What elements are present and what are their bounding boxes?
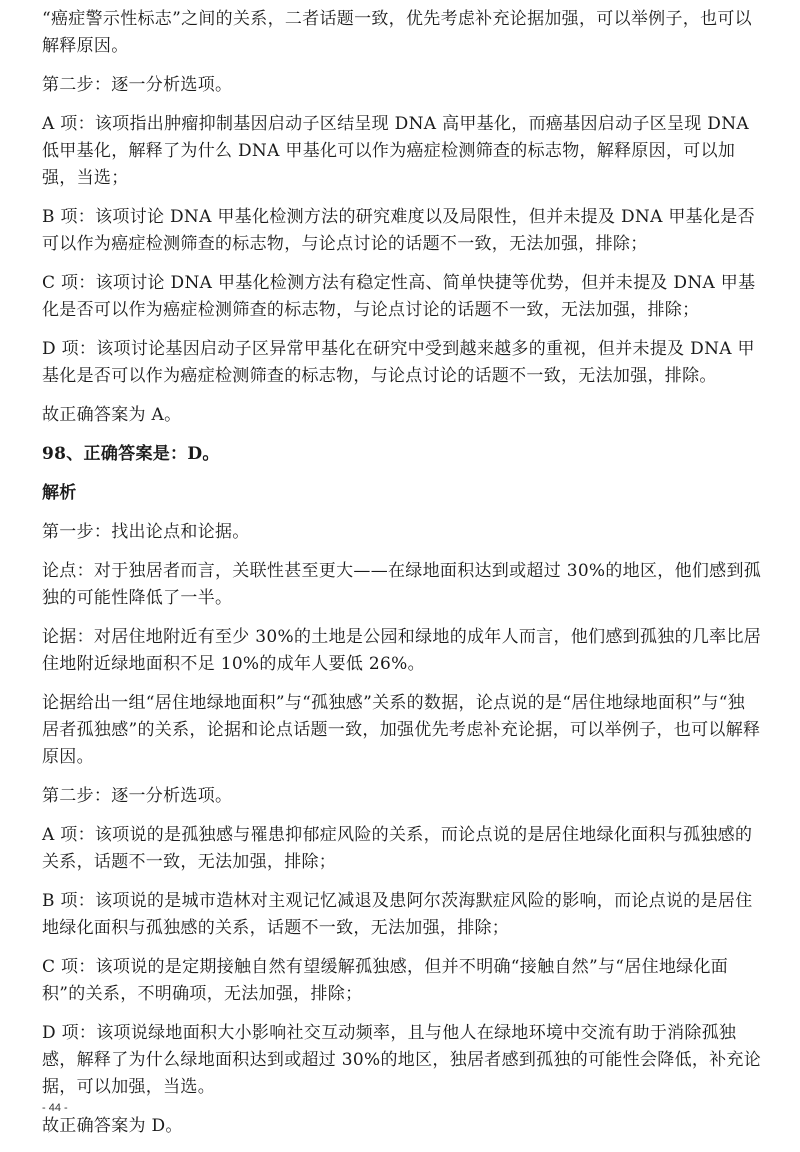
question-98-answer-heading: 98、正确答案是：D。 — [42, 444, 220, 464]
paragraph-option-c: C 项：该项讨论 DNA 甲基化检测方法有稳定性高、简单快捷等优势，但并未提及 DNA 甲基化是否可以作为癌症检测筛查的标志物，与论点讨论的话题不一致，无法加强，排除； — [42, 273, 756, 320]
paragraph-answer-a: 故正确答案为 A。 — [42, 405, 182, 425]
paragraph-argument-evidence: 论据：对居住地附近有至少 30%的土地是公园和绿地的成年人而言，他们感到孤独的几率比居住地附近绿地面积不足 10%的成年人要低 26%。 — [42, 627, 762, 674]
paragraph-98-option-d: D 项：该项说绿地面积大小影响社交互动频率，且与他人在绿地环境中交流有助于消除孤独感，解释了为什么绿地面积达到或超过 30%的地区，独居者感到孤独的可能性会降低，补充论据，可以加强，当选。 — [42, 1023, 762, 1097]
paragraph-step-two-heading-98: 第二步：逐一分析选项。 — [42, 786, 233, 806]
paragraph-98-option-b: B 项：该项说的是城市造林对主观记忆减退及患阿尔茨海默症风险的影响，而论点说的是居住地绿化面积与孤独感的关系，话题不一致，无法加强，排除； — [42, 891, 753, 938]
paragraph-evidence-analysis: 论据给出一组“居住地绿地面积”与“孤独感”关系的数据，论点说的是“居住地绿地面积”与“独居者孤独感”的关系，论据和论点话题一致，加强优先考虑补充论据，可以举例子，也可以解释原因。 — [42, 693, 761, 767]
paragraph-argument-point: 论点：对于独居者而言，关联性甚至更大——在绿地面积达到或超过 30%的地区，他们感到孤独的可能性降低了一半。 — [42, 561, 762, 608]
paragraph-answer-d: 故正确答案为 D。 — [42, 1116, 183, 1136]
paragraph-step-one-heading: 第一步：找出论点和论据。 — [42, 522, 250, 542]
page-content — [42, 6, 762, 1152]
paragraph-option-a: A 项：该项指出肿瘤抑制基因启动子区结呈现 DNA 高甲基化，而癌基因启动子区呈现 DNA 低甲基化，解释了为什么 DNA 甲基化可以作为癌症检测筛查的标志物，解释原因，可以加强，当选； — [42, 114, 749, 188]
paragraph-option-d: D 项：该项讨论基因启动子区异常甲基化在研究中受到越来越多的重视，但并未提及 DNA 甲基化是否可以作为癌症检测筛查的标志物，与论点讨论的话题不一致，无法加强，排除。 — [42, 339, 755, 386]
paragraph-98-option-a: A 项：该项说的是孤独感与罹患抑郁症风险的关系，而论点说的是居住地绿化面积与孤独感的关系，话题不一致，无法加强，排除； — [42, 825, 753, 872]
analysis-heading: 解析 — [42, 483, 77, 503]
paragraph-step-two-heading: 第二步：逐一分析选项。 — [42, 75, 233, 95]
paragraph-98-option-c: C 项：该项说的是定期接触自然有望缓解孤独感，但并不明确“接触自然”与“居住地绿化面积”的关系，不明确项，无法加强，排除； — [42, 957, 729, 1004]
paragraph-option-b: B 项：该项讨论 DNA 甲基化检测方法的研究难度以及局限性，但并未提及 DNA 甲基化是否可以作为癌症检测筛查的标志物，与论点讨论的话题不一致，无法加强，排除； — [42, 207, 755, 254]
paragraph-intro-continuation: “癌症警示性标志”之间的关系，二者话题一致，优先考虑补充论据加强，可以举例子，也可以解释原因。 — [42, 9, 752, 56]
page-number: - 44 - — [42, 1102, 68, 1114]
